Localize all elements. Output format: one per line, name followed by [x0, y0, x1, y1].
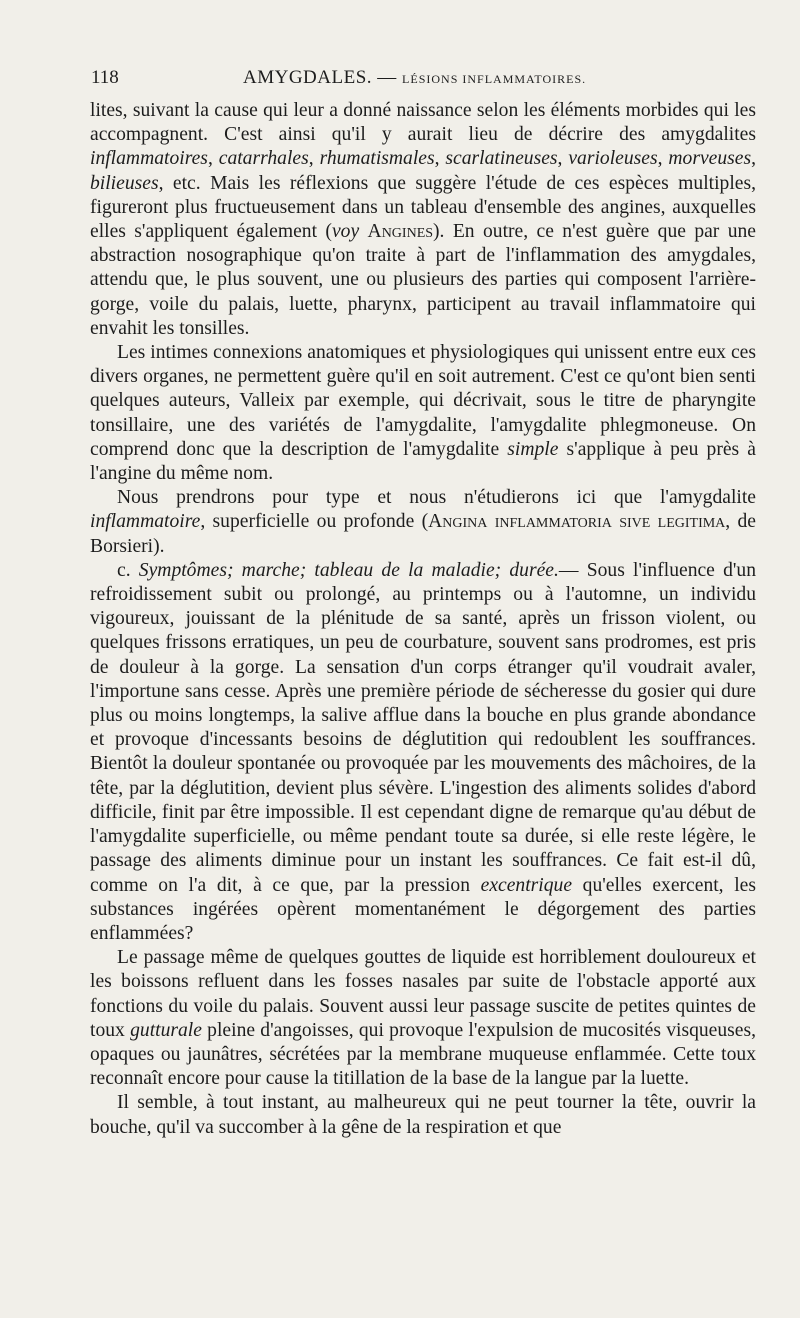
text-run: [359, 221, 367, 242]
italic-text: rhumatismales: [319, 148, 435, 170]
italic-text: excentrique: [480, 874, 573, 896]
page-number: 118: [91, 67, 119, 88]
text-run: , superficielle ou profonde (: [200, 511, 429, 533]
italic-text: voy: [331, 221, 360, 243]
italic-text: bilieuses: [90, 172, 159, 194]
paragraph: [90, 99, 756, 341]
text-run: , de Borsieri).: [90, 511, 757, 557]
italic-text: inflammatoire: [90, 511, 201, 533]
page-body: [90, 99, 756, 1140]
text-run: Le passage même de quelques gouttes de liquide est horriblement douloureux et les boissons refluent dans les fosses nasales par suite de l'obstacle apporté aux fonctions du voile du palais. Souvent aussi leur passage suscite de petites quintes de toux: [90, 947, 756, 1041]
text-run: ,: [434, 148, 446, 170]
text-run: Il semble, à tout instant, au malheureux qui ne peut tourner la tête, ouvrir la bouche, qu'il va succomber à la gêne de la respiration et que: [90, 1092, 756, 1138]
text-run: ,: [207, 148, 219, 170]
italic-text: gutturale: [130, 1019, 202, 1041]
text-run: c.: [117, 559, 139, 581]
text-run: , etc. Mais les réflexions que suggère l'étude de ces espèces multiples, figureront plus fructueusement dans un tableau d'ensemble des angines, auxquelles elles s'appliquent également (: [90, 172, 756, 243]
paragraph: [90, 1091, 756, 1139]
paragraph: [90, 559, 756, 946]
text-run: lites, suivant la cause qui leur a donné naissance selon les éléments morbides qui les accompagnent. C'est ainsi qu'il y aurait lieu de décrire des amygdalites: [90, 100, 756, 146]
header-separator: —: [377, 67, 397, 88]
text-run: ,: [657, 148, 669, 170]
text-run: ,: [751, 148, 757, 170]
italic-text: inflammatoires: [90, 148, 208, 170]
text-run: Les intimes connexions anatomiques et physiologiques qui unissent entre eux ces divers organes, ne permettent guère qu'il en soit autrement. C'est ce qu'ont bien senti quelques auteurs, Valleix par exemple, qui décrivait, sous le titre de pharyngite tonsillaire, une des variétés de l'amygdalite, l'amygdalite phlegmoneuse. On comprend donc que la description de l'amygdalite: [90, 342, 756, 460]
header-title: AMYGDALES.: [243, 67, 373, 88]
italic-text: varioleuses: [568, 148, 658, 170]
paragraph: [90, 946, 756, 1091]
text-run: ,: [557, 148, 569, 170]
italic-text: scarlatineuses: [445, 148, 558, 170]
smallcaps-text: Angina inflammatoria sive legitima: [428, 511, 726, 533]
text-run: pleine d'angoisses, qui provoque l'expulsion de mucosités visqueuses, opaques ou jaunâtres, sécrétées par la membrane muqueuse enflammée. Cette toux reconnaît encore pour cause la titillation de la base de la langue par la luette.: [90, 1019, 756, 1090]
text-run: Nous prendrons pour type et nous n'étudierons ici que l'amygdalite: [117, 487, 756, 509]
smallcaps-text: Angines: [367, 221, 434, 243]
paragraph: [90, 341, 756, 486]
text-run: ,: [308, 148, 320, 170]
paragraph: [90, 486, 756, 559]
text-run: qu'elles exercent, les substances ingérées opèrent momentanément le dégorgement des parties enflammées?: [90, 874, 756, 944]
text-run: — Sous l'influence d'un refroidissement subit ou prolongé, au printemps ou à l'automne, un individu vigoureux, jouissant de la plénitude de sa santé, après un frisson violent, ou quelques frissons erratiques, un peu de courbature, souvent sans prodromes, est pris de douleur à la gorge. La sensation d'un corps étranger qu'il voudrait avaler, l'importune sans cesse. Après une première période de sécheresse du gosier qui dure plus ou moins longtemps, la salive afflue dans la bouche en plus grande abondance et provoque d'incessants besoins de déglutition qui redoublent les souffrances. Bientôt la douleur spontanée ou provoquée par les mouvements des mâchoires, de la tête, par la déglutition, devient plus sévère. L'ingestion des aliments solides d'abord difficile, finit par être impossible. Il est cependant digne de remarque qu'au début de l'amygdalite superficielle, ou même pendant toute sa durée, si elle reste légère, le passage des aliments diminue pour un instant les souffrances. Ce fait est-il dû, comme on l'a dit, à ce que, par la pression: [90, 559, 756, 896]
italic-text: catarrhales: [218, 148, 309, 170]
text-run: ). En outre, ce n'est guère que par une abstraction nosographique qu'on traite à part de l'inflammation des amygdales, attendu que, le plus souvent, une ou plusieurs des parties qui composent l'arrière-gorge, voile du palais, luette, pharynx, participent au travail inflammatoire qui envahit les tonsilles.: [90, 221, 757, 339]
header-subtitle: LÉSIONS INFLAMMATOIRES.: [402, 72, 587, 86]
running-title: [243, 66, 586, 91]
italic-text: Symptômes; marche; tableau de la maladie; durée.: [138, 559, 559, 581]
italic-text: simple: [507, 438, 559, 460]
italic-text: morveuses: [668, 148, 752, 170]
text-run: s'applique à peu près à l'angine du même nom.: [90, 438, 756, 485]
